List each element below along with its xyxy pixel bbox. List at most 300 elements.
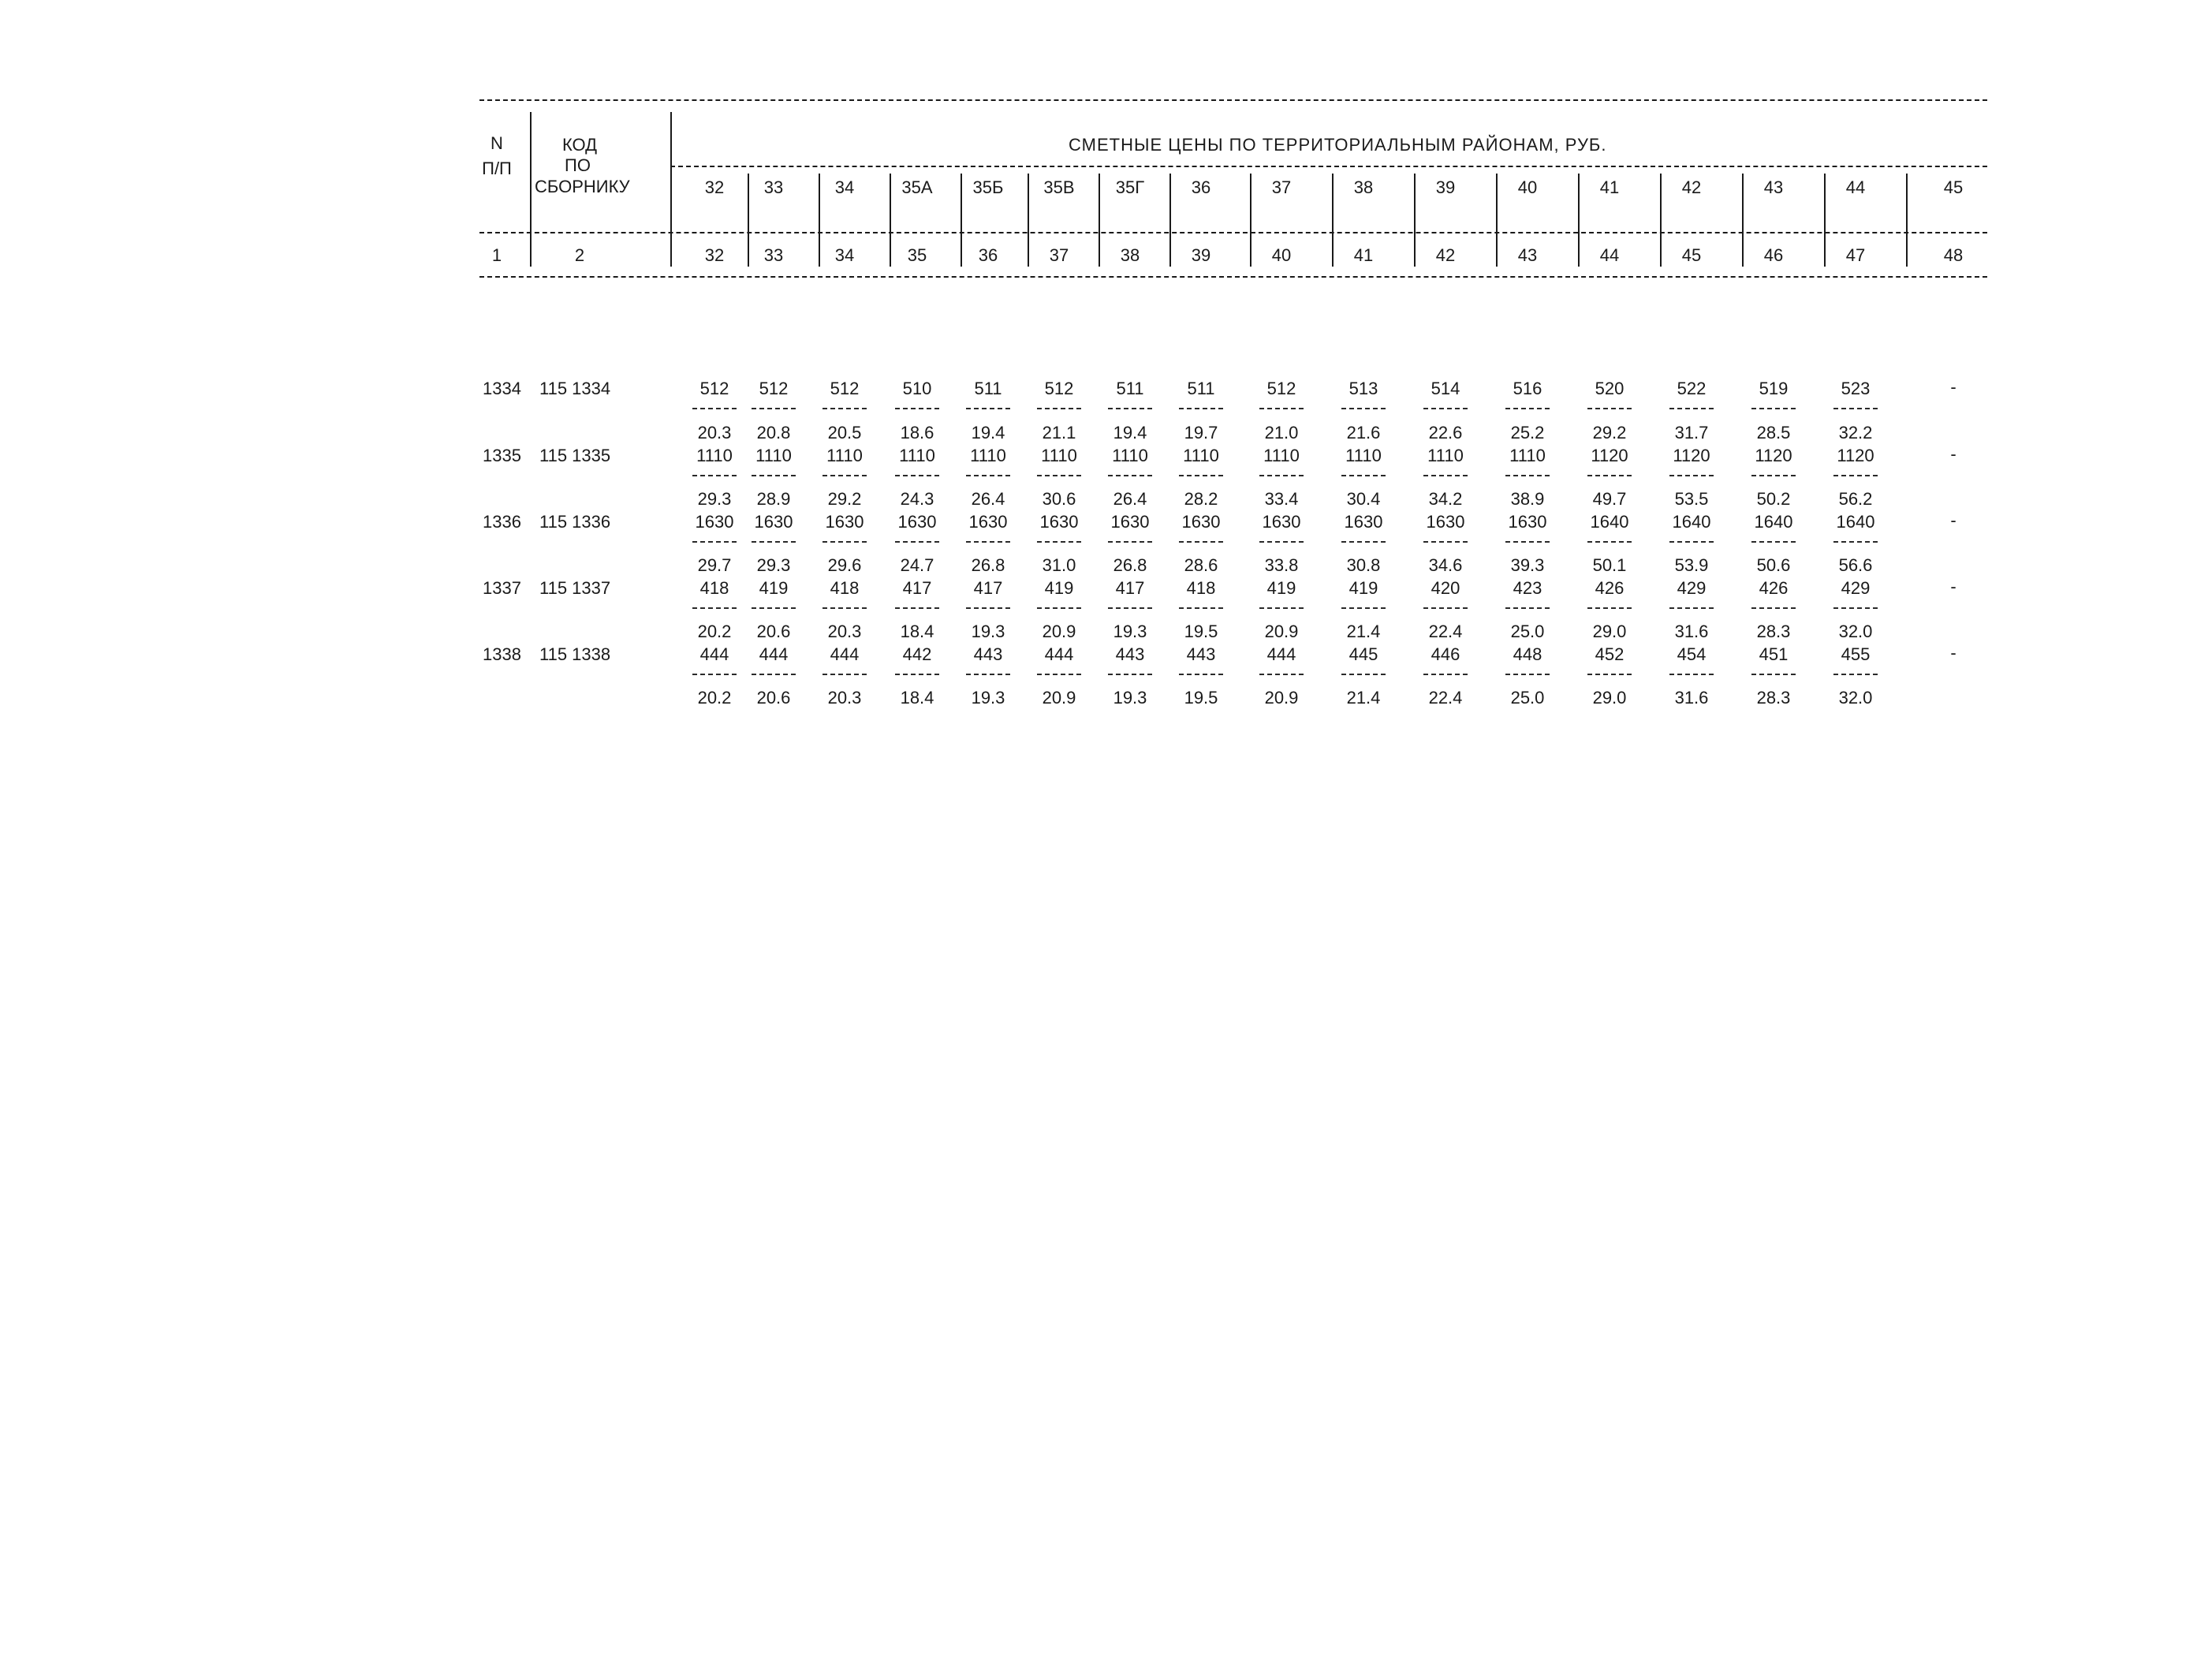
fraction-rule: [823, 674, 867, 675]
price-value: 1110: [970, 446, 1006, 465]
price-value: 1110: [1509, 446, 1546, 465]
district-header-34: 34: [834, 177, 855, 197]
fraction-rule: [895, 475, 939, 476]
district-header-39: 39: [1435, 177, 1456, 197]
separator-code-prices: [670, 112, 672, 267]
price-value: 511: [974, 379, 1002, 398]
column-separator: [1906, 174, 1908, 267]
fraction-rule: [895, 607, 939, 609]
price-value: 512: [699, 379, 729, 398]
column-number-40: 40: [1271, 245, 1292, 265]
fraction-rule: [1037, 674, 1081, 675]
coefficient-value: 30.6: [1042, 489, 1076, 509]
fraction-rule: [1108, 475, 1152, 476]
column-separator: [961, 174, 962, 267]
row-code-1338: 115 1338: [539, 644, 611, 664]
fraction-rule: [1341, 408, 1386, 409]
price-value: 1110: [1427, 446, 1464, 465]
coefficient-value: 19.3: [1113, 688, 1147, 708]
price-value: 1110: [1041, 446, 1077, 465]
coefficient-value: 18.6: [900, 423, 934, 442]
price-value: 512: [830, 379, 860, 398]
fraction-rule: [895, 541, 939, 543]
separator-n-code: [530, 112, 532, 267]
coefficient-value: 25.2: [1510, 423, 1545, 442]
row-number-1334: 1334: [483, 379, 521, 398]
column-number-34: 34: [834, 245, 855, 265]
column-number-44: 44: [1599, 245, 1620, 265]
price-value: 1630: [968, 512, 1008, 532]
coefficient-value: 50.2: [1756, 489, 1791, 509]
price-value: 442: [902, 644, 932, 664]
header-po-label: ПО: [565, 155, 591, 175]
price-value: 523: [1841, 379, 1871, 398]
price-value: 1630: [754, 512, 793, 532]
district-45-value: -: [1950, 577, 1956, 596]
district-header-45: 45: [1943, 177, 1964, 197]
price-value: 1630: [1181, 512, 1221, 532]
fraction-rule: [1505, 541, 1550, 543]
price-value: 1110: [755, 446, 792, 465]
price-value: 444: [830, 644, 860, 664]
fraction-rule: [1341, 475, 1386, 476]
column-number-39: 39: [1191, 245, 1211, 265]
coefficient-value: 29.2: [827, 489, 862, 509]
price-value: 1110: [696, 446, 733, 465]
fraction-rule: [966, 475, 1010, 476]
coefficient-value: 53.5: [1674, 489, 1709, 509]
header-bottom-rule: [479, 276, 1987, 278]
fraction-rule: [966, 541, 1010, 543]
price-value: 1110: [1183, 446, 1219, 465]
coefficient-value: 22.4: [1428, 622, 1463, 641]
fraction-rule: [1751, 475, 1796, 476]
coefficient-value: 33.4: [1264, 489, 1299, 509]
fraction-rule: [1108, 607, 1152, 609]
coefficient-value: 19.7: [1184, 423, 1218, 442]
price-value: 429: [1677, 578, 1707, 598]
price-value: 455: [1841, 644, 1871, 664]
fraction-rule: [1669, 475, 1714, 476]
coefficient-value: 39.3: [1510, 555, 1545, 575]
column-number-41: 41: [1353, 245, 1374, 265]
fraction-rule: [692, 674, 737, 675]
price-value: 1110: [1263, 446, 1300, 465]
price-value: 418: [830, 578, 860, 598]
fraction-rule: [1833, 541, 1878, 543]
header-title: СМЕТНЫЕ ЦЕНЫ ПО ТЕРРИТОРИАЛЬНЫМ РАЙОНАМ, РУБ.: [1069, 135, 1607, 155]
coefficient-value: 29.3: [756, 555, 791, 575]
price-value: 417: [1115, 578, 1145, 598]
column-separator: [1099, 174, 1100, 267]
column-number-48: 48: [1943, 245, 1964, 265]
coefficient-value: 22.6: [1428, 423, 1463, 442]
coefficient-value: 50.6: [1756, 555, 1791, 575]
coefficient-value: 29.7: [697, 555, 732, 575]
fraction-rule: [1108, 674, 1152, 675]
fraction-rule: [1669, 607, 1714, 609]
price-value: 522: [1677, 379, 1707, 398]
fraction-rule: [1423, 607, 1468, 609]
column-separator: [1578, 174, 1580, 267]
coefficient-value: 19.5: [1184, 622, 1218, 641]
coefficient-value: 30.4: [1346, 489, 1381, 509]
column-separator: [1660, 174, 1662, 267]
coefficient-value: 28.9: [756, 489, 791, 509]
fraction-rule: [1751, 541, 1796, 543]
coefficient-value: 56.2: [1838, 489, 1873, 509]
coefficient-value: 21.6: [1346, 423, 1381, 442]
header-sbornik-label: СБОРНИКУ: [535, 177, 630, 196]
fraction-rule: [1751, 674, 1796, 675]
coefficient-value: 26.4: [971, 489, 1005, 509]
coefficient-value: 28.2: [1184, 489, 1218, 509]
price-value: 445: [1348, 644, 1378, 664]
fraction-rule: [1669, 674, 1714, 675]
coefficient-value: 31.0: [1042, 555, 1076, 575]
fraction-rule: [692, 607, 737, 609]
coefficient-value: 24.3: [900, 489, 934, 509]
fraction-rule: [1423, 475, 1468, 476]
column-number-43: 43: [1517, 245, 1538, 265]
coefficient-value: 20.3: [827, 688, 862, 708]
district-header-44: 44: [1845, 177, 1866, 197]
coefficient-value: 49.7: [1592, 489, 1627, 509]
fraction-rule: [752, 674, 796, 675]
price-value: 452: [1595, 644, 1624, 664]
row-number-1338: 1338: [483, 644, 521, 664]
coefficient-value: 20.9: [1264, 688, 1299, 708]
header-code-label: КОД: [561, 135, 598, 155]
coefficient-value: 28.3: [1756, 688, 1791, 708]
district-header-35Г: 35Г: [1115, 177, 1145, 197]
fraction-rule: [1423, 674, 1468, 675]
price-value: 1120: [1673, 446, 1710, 465]
price-value: 429: [1841, 578, 1871, 598]
column-number-33: 33: [763, 245, 784, 265]
coefficient-value: 19.3: [971, 622, 1005, 641]
coefficient-value: 31.6: [1674, 622, 1709, 641]
district-header-37: 37: [1271, 177, 1292, 197]
fraction-rule: [1179, 475, 1223, 476]
header-n-label: N: [491, 133, 503, 153]
fraction-rule: [1037, 607, 1081, 609]
fraction-rule: [1669, 408, 1714, 409]
fraction-rule: [1587, 408, 1632, 409]
price-value: 1110: [1112, 446, 1148, 465]
price-value: 418: [1186, 578, 1216, 598]
price-value: 1630: [1110, 512, 1150, 532]
price-value: 448: [1513, 644, 1542, 664]
coefficient-value: 20.8: [756, 423, 791, 442]
coefficient-value: 29.0: [1592, 688, 1627, 708]
price-value: 1630: [825, 512, 864, 532]
price-value: 512: [759, 379, 789, 398]
coefficient-value: 20.6: [756, 688, 791, 708]
price-value: 451: [1759, 644, 1789, 664]
price-value: 1630: [897, 512, 937, 532]
coefficient-value: 18.4: [900, 688, 934, 708]
district-header-35А: 35А: [901, 177, 933, 197]
price-value: 444: [759, 644, 789, 664]
fraction-rule: [1341, 674, 1386, 675]
price-value: 419: [759, 578, 789, 598]
fraction-rule: [1505, 674, 1550, 675]
coefficient-value: 29.0: [1592, 622, 1627, 641]
coefficient-value: 24.7: [900, 555, 934, 575]
coefficient-value: 20.3: [697, 423, 732, 442]
coefficient-value: 18.4: [900, 622, 934, 641]
coefficient-value: 26.8: [1113, 555, 1147, 575]
row-number-1336: 1336: [483, 512, 521, 532]
price-value: 417: [902, 578, 932, 598]
price-value: 1630: [1344, 512, 1383, 532]
column-number-2: 2: [574, 245, 585, 265]
coefficient-value: 28.5: [1756, 423, 1791, 442]
coefficient-value: 19.4: [971, 423, 1005, 442]
column-number-45: 45: [1681, 245, 1702, 265]
fraction-rule: [1587, 475, 1632, 476]
price-value: 520: [1595, 379, 1624, 398]
fraction-rule: [1108, 541, 1152, 543]
row-number-1337: 1337: [483, 578, 521, 598]
fraction-rule: [692, 475, 737, 476]
row-code-1335: 115 1335: [539, 446, 611, 465]
price-value: 1630: [1262, 512, 1301, 532]
column-separator: [1824, 174, 1826, 267]
coefficient-value: 21.4: [1346, 688, 1381, 708]
price-value: 512: [1044, 379, 1074, 398]
fraction-rule: [752, 408, 796, 409]
fraction-rule: [752, 541, 796, 543]
coefficient-value: 21.1: [1042, 423, 1076, 442]
fraction-rule: [1833, 408, 1878, 409]
district-header-42: 42: [1681, 177, 1702, 197]
district-45-value: -: [1950, 377, 1956, 397]
fraction-rule: [1505, 408, 1550, 409]
district-45-value: -: [1950, 510, 1956, 530]
column-number-37: 37: [1049, 245, 1069, 265]
fraction-rule: [1179, 607, 1223, 609]
price-value: 444: [1266, 644, 1296, 664]
column-separator: [890, 174, 891, 267]
column-separator: [1250, 174, 1251, 267]
price-value: 426: [1595, 578, 1624, 598]
fraction-rule: [1259, 674, 1304, 675]
column-separator: [1028, 174, 1029, 267]
fraction-rule: [1037, 541, 1081, 543]
coefficient-value: 29.2: [1592, 423, 1627, 442]
coefficient-value: 53.9: [1674, 555, 1709, 575]
row-code-1334: 115 1334: [539, 379, 611, 398]
coefficient-value: 32.0: [1838, 688, 1873, 708]
district-header-33: 33: [763, 177, 784, 197]
fraction-rule: [1505, 607, 1550, 609]
price-value: 443: [973, 644, 1003, 664]
fraction-rule: [895, 408, 939, 409]
price-value: 519: [1759, 379, 1789, 398]
district-45-value: -: [1950, 643, 1956, 663]
price-value: 1640: [1672, 512, 1711, 532]
price-value: 1110: [899, 446, 935, 465]
price-value: 513: [1348, 379, 1378, 398]
price-value: 1120: [1591, 446, 1628, 465]
coefficient-value: 34.2: [1428, 489, 1463, 509]
column-separator: [1169, 174, 1171, 267]
price-value: 1640: [1590, 512, 1629, 532]
fraction-rule: [1259, 541, 1304, 543]
title-underline-rule: [670, 166, 1987, 167]
fraction-rule: [1341, 541, 1386, 543]
coefficient-value: 20.3: [827, 622, 862, 641]
row-code-1337: 115 1337: [539, 578, 611, 598]
fraction-rule: [1108, 408, 1152, 409]
price-value: 1110: [826, 446, 863, 465]
header-mid-rule: [479, 232, 1987, 233]
coefficient-value: 33.8: [1264, 555, 1299, 575]
coefficient-value: 31.7: [1674, 423, 1709, 442]
fraction-rule: [823, 607, 867, 609]
coefficient-value: 28.6: [1184, 555, 1218, 575]
fraction-rule: [966, 674, 1010, 675]
coefficient-value: 21.0: [1264, 423, 1299, 442]
column-number-47: 47: [1845, 245, 1866, 265]
coefficient-value: 30.8: [1346, 555, 1381, 575]
fraction-rule: [1037, 408, 1081, 409]
header-pp-label: П/П: [482, 159, 512, 178]
coefficient-value: 26.4: [1113, 489, 1147, 509]
price-value: 417: [973, 578, 1003, 598]
coefficient-value: 31.6: [1674, 688, 1709, 708]
price-value: 443: [1115, 644, 1145, 664]
fraction-rule: [1341, 607, 1386, 609]
fraction-rule: [1423, 408, 1468, 409]
coefficient-value: 56.6: [1838, 555, 1873, 575]
fraction-rule: [1587, 541, 1632, 543]
coefficient-value: 19.3: [971, 688, 1005, 708]
price-value: 1630: [695, 512, 734, 532]
fraction-rule: [752, 607, 796, 609]
fraction-rule: [1669, 541, 1714, 543]
price-value: 420: [1431, 578, 1460, 598]
column-number-46: 46: [1763, 245, 1784, 265]
price-value: 1630: [1039, 512, 1079, 532]
header-top-rule: [479, 99, 1987, 101]
price-value: 446: [1431, 644, 1460, 664]
price-value: 1630: [1426, 512, 1465, 532]
price-value: 444: [699, 644, 729, 664]
column-number-38: 38: [1120, 245, 1140, 265]
fraction-rule: [1259, 607, 1304, 609]
coefficient-value: 20.9: [1264, 622, 1299, 641]
coefficient-value: 19.4: [1113, 423, 1147, 442]
fraction-rule: [1179, 674, 1223, 675]
district-header-38: 38: [1353, 177, 1374, 197]
district-header-40: 40: [1517, 177, 1538, 197]
fraction-rule: [1833, 475, 1878, 476]
column-number-36: 36: [978, 245, 998, 265]
row-code-1336: 115 1336: [539, 512, 611, 532]
price-value: 426: [1759, 578, 1789, 598]
column-separator: [1414, 174, 1416, 267]
fraction-rule: [752, 475, 796, 476]
coefficient-value: 20.2: [697, 688, 732, 708]
district-header-35Б: 35Б: [972, 177, 1004, 197]
column-separator: [1742, 174, 1744, 267]
price-value: 516: [1513, 379, 1542, 398]
fraction-rule: [823, 541, 867, 543]
district-header-43: 43: [1763, 177, 1784, 197]
fraction-rule: [1587, 607, 1632, 609]
fraction-rule: [1423, 541, 1468, 543]
fraction-rule: [966, 607, 1010, 609]
coefficient-value: 50.1: [1592, 555, 1627, 575]
fraction-rule: [1179, 408, 1223, 409]
coefficient-value: 32.2: [1838, 423, 1873, 442]
price-value: 443: [1186, 644, 1216, 664]
fraction-rule: [895, 674, 939, 675]
coefficient-value: 20.9: [1042, 688, 1076, 708]
fraction-rule: [823, 408, 867, 409]
fraction-rule: [1587, 674, 1632, 675]
fraction-rule: [692, 541, 737, 543]
coefficient-value: 32.0: [1838, 622, 1873, 641]
column-separator: [1496, 174, 1498, 267]
fraction-rule: [1037, 475, 1081, 476]
coefficient-value: 20.2: [697, 622, 732, 641]
district-header-36: 36: [1191, 177, 1211, 197]
coefficient-value: 19.5: [1184, 688, 1218, 708]
coefficient-value: 26.8: [971, 555, 1005, 575]
coefficient-value: 21.4: [1346, 622, 1381, 641]
row-number-1335: 1335: [483, 446, 521, 465]
column-number-32: 32: [704, 245, 725, 265]
coefficient-value: 19.3: [1113, 622, 1147, 641]
district-header-35В: 35В: [1043, 177, 1075, 197]
price-value: 444: [1044, 644, 1074, 664]
fraction-rule: [1259, 475, 1304, 476]
fraction-rule: [1179, 541, 1223, 543]
fraction-rule: [1833, 607, 1878, 609]
district-45-value: -: [1950, 444, 1956, 464]
fraction-rule: [1505, 475, 1550, 476]
fraction-rule: [966, 408, 1010, 409]
price-value: 1120: [1837, 446, 1874, 465]
price-value: 419: [1348, 578, 1378, 598]
price-value: 1640: [1754, 512, 1793, 532]
coefficient-value: 25.0: [1510, 688, 1545, 708]
coefficient-value: 34.6: [1428, 555, 1463, 575]
coefficient-value: 38.9: [1510, 489, 1545, 509]
price-value: 1630: [1508, 512, 1547, 532]
price-value: 423: [1513, 578, 1542, 598]
coefficient-value: 22.4: [1428, 688, 1463, 708]
fraction-rule: [823, 475, 867, 476]
price-value: 511: [1187, 379, 1215, 398]
district-header-41: 41: [1599, 177, 1620, 197]
fraction-rule: [692, 408, 737, 409]
price-value: 511: [1116, 379, 1144, 398]
column-separator: [819, 174, 820, 267]
coefficient-value: 20.5: [827, 423, 862, 442]
column-number-42: 42: [1435, 245, 1456, 265]
price-value: 419: [1266, 578, 1296, 598]
column-separator: [1332, 174, 1334, 267]
price-value: 418: [699, 578, 729, 598]
coefficient-value: 29.6: [827, 555, 862, 575]
coefficient-value: 29.3: [697, 489, 732, 509]
price-value: 1110: [1345, 446, 1382, 465]
